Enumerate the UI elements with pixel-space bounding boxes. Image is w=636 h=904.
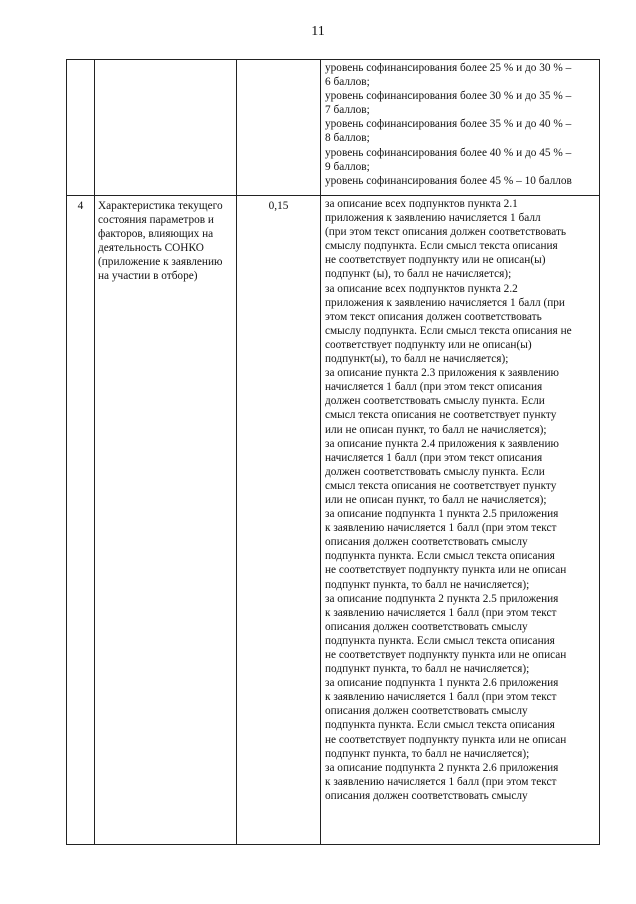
text-line: деятельность СОНКО: [98, 242, 204, 255]
text-line: уровень софинансирования более 35 % и до 40 % –: [325, 118, 572, 131]
text-line: за описание подпункта 2 пункта 2.5 приложения: [325, 592, 559, 605]
text-line: смыслу подпункта. Если смысл текста описания не: [325, 324, 572, 337]
text-line: начисляется 1 балл (при этом текст описания: [325, 381, 543, 394]
text-line: должен соответствовать смыслу пункта. Если: [325, 465, 545, 478]
page-number: 11: [311, 24, 325, 39]
text-line: за описание подпункта 1 пункта 2.5 приложения: [325, 508, 559, 521]
text-line: (при этом текст описания должен соответствовать: [325, 226, 567, 239]
text-line: подпункт пункта, то балл не начисляется);: [325, 663, 530, 676]
text-line: к заявлению начисляется 1 балл (при этом текст: [325, 522, 557, 535]
text-line: этом текст описания должен соответствовать: [325, 310, 542, 323]
text-line: уровень софинансирования более 30 % и до 35 % –: [325, 90, 572, 103]
text-line: смысл текста описания не соответствует пункту: [325, 479, 557, 492]
text-line: состояния параметров и: [98, 214, 214, 227]
text-line: 8 баллов;: [325, 132, 370, 145]
text-line: должен соответствовать смыслу пункта. Если: [325, 395, 545, 408]
text-line: подпункта пункта. Если смысл текста описания: [325, 719, 555, 732]
weight-cell: 0,15: [237, 196, 321, 845]
row-number-cell: 4: [67, 196, 95, 845]
text-line: подпункта пункта. Если смысл текста описания: [325, 634, 555, 647]
text-line: за описание подпункта 1 пункта 2.6 приложения: [325, 677, 559, 690]
text-line: за описание всех подпунктов пункта 2.2: [325, 282, 518, 295]
text-line: приложения к заявлению начисляется 1 балл (при: [325, 296, 565, 309]
text-line: 9 баллов;: [325, 160, 370, 173]
text-line: подпункта пункта. Если смысл текста описания: [325, 550, 555, 563]
text-line: к заявлению начисляется 1 балл (при этом текст: [325, 775, 557, 788]
text-line: за описание пункта 2.3 приложения к заявлению: [325, 367, 559, 380]
text-line: (приложение к заявлению: [98, 256, 223, 269]
text-line: начисляется 1 балл (при этом текст описания: [325, 451, 543, 464]
table-row-criterion-4: [67, 196, 600, 845]
text-line: к заявлению начисляется 1 балл (при этом текст: [325, 691, 557, 704]
table-row-continued: [67, 60, 600, 196]
text-line: не соответствует подпункту пункта или не описан: [325, 649, 567, 661]
scoring-description-cell: [321, 196, 600, 845]
text-line: на участии в отборе): [98, 270, 198, 283]
text-line: описания должен соответствовать смыслу: [325, 620, 528, 633]
text-line: смыслу подпункта. Если смысл текста описания: [325, 240, 558, 253]
text-line: описания должен соответствовать смыслу: [325, 705, 528, 718]
text-line: смысл текста описания не соответствует пункту: [325, 409, 557, 422]
text-line: уровень софинансирования более 25 % и до 30 % –: [325, 62, 572, 74]
criterion-name-cell: [95, 60, 237, 196]
criterion-name-cell: [95, 196, 237, 845]
text-line: подпункт пункта, то балл не начисляется);: [325, 747, 530, 760]
text-line: уровень софинансирования более 45 % – 10 баллов: [325, 174, 572, 187]
text-line: подпункт (ы), то балл не начисляется);: [325, 268, 512, 281]
text-line: Характеристика текущего: [98, 200, 223, 212]
text-line: приложения к заявлению начисляется 1 балл: [325, 212, 541, 225]
criteria-table: [66, 59, 600, 845]
text-line: факторов, влияющих на: [98, 228, 214, 241]
text-line: описания должен соответствовать смыслу: [325, 789, 528, 802]
weight-cell: [237, 60, 321, 196]
text-line: не соответствует подпункту пункта или не описан: [325, 733, 567, 746]
text-line: подпункт пункта, то балл не начисляется);: [325, 578, 530, 591]
text-line: 7 баллов;: [325, 104, 370, 117]
row-number-cell: [67, 60, 95, 196]
text-line: за описание подпункта 2 пункта 2.6 приложения: [325, 761, 559, 774]
text-line: соответствует подпункту или не описан(ы): [325, 338, 532, 351]
text-line: или не описан пункт, то балл не начисляется);: [325, 423, 547, 436]
text-line: 6 баллов;: [325, 76, 370, 89]
text-line: не соответствует подпункту или не описан(ы): [325, 254, 546, 267]
text-line: или не описан пункт, то балл не начисляется);: [325, 493, 547, 506]
text-line: не соответствует подпункту пункта или не описан: [325, 564, 567, 577]
text-line: описания должен соответствовать смыслу: [325, 536, 528, 549]
scoring-description-cell: [321, 60, 600, 196]
text-line: к заявлению начисляется 1 балл (при этом текст: [325, 606, 557, 619]
text-line: подпункт(ы), то балл не начисляется);: [325, 353, 509, 366]
text-line: за описание пункта 2.4 приложения к заявлению: [325, 437, 559, 450]
text-line: за описание всех подпунктов пункта 2.1: [325, 198, 518, 210]
text-line: уровень софинансирования более 40 % и до 45 % –: [325, 146, 572, 159]
